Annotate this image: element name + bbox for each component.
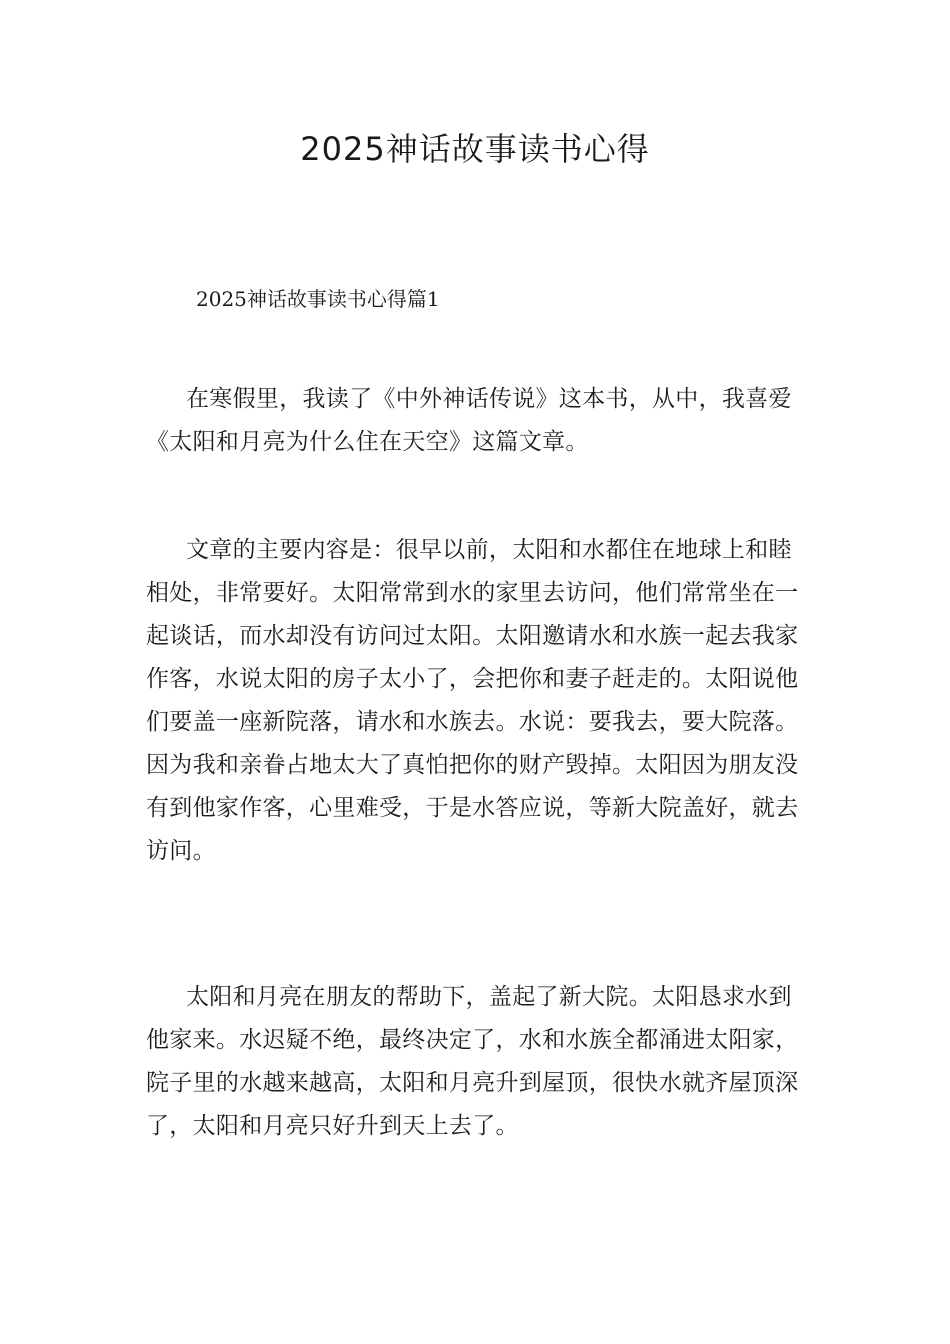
paragraph-2: 文章的主要内容是：很早以前，太阳和水都住在地球上和睦相处，非常要好。太阳常常到水的家里去访问，他们常常坐在一起谈话，而水却没有访问过太阳。太阳邀请水和水族一起去我家作客，水说太阳的房子太小了，会把你和妻子赶走的。太阳说他们要盖一座新院落，请水和水族去。水说：要我去，要大院落。因为我和亲眷占地太大了真怕把你的财产毁掉。太阳因为朋友没有到他家作客，心里难受，于是水答应说，等新大院盖好，就去访问。 <box>146 537 799 864</box>
paragraph-3: 太阳和月亮在朋友的帮助下，盖起了新大院。太阳恳求水到他家来。水迟疑不绝，最终决定了，水和水族全都涌进太阳家，院子里的水越来越高，太阳和月亮升到屋顶，很快水就齐屋顶深了，太阳和月亮只好升到天上去了。 <box>146 984 799 1139</box>
section-heading: 2025神话故事读书心得篇1 <box>196 287 440 311</box>
document-title: 2025神话故事读书心得 <box>300 130 650 168</box>
paragraph-1: 在寒假里，我读了《中外神话传说》这本书，从中，我喜爱《太阳和月亮为什么住在天空》这篇文章。 <box>146 386 792 455</box>
